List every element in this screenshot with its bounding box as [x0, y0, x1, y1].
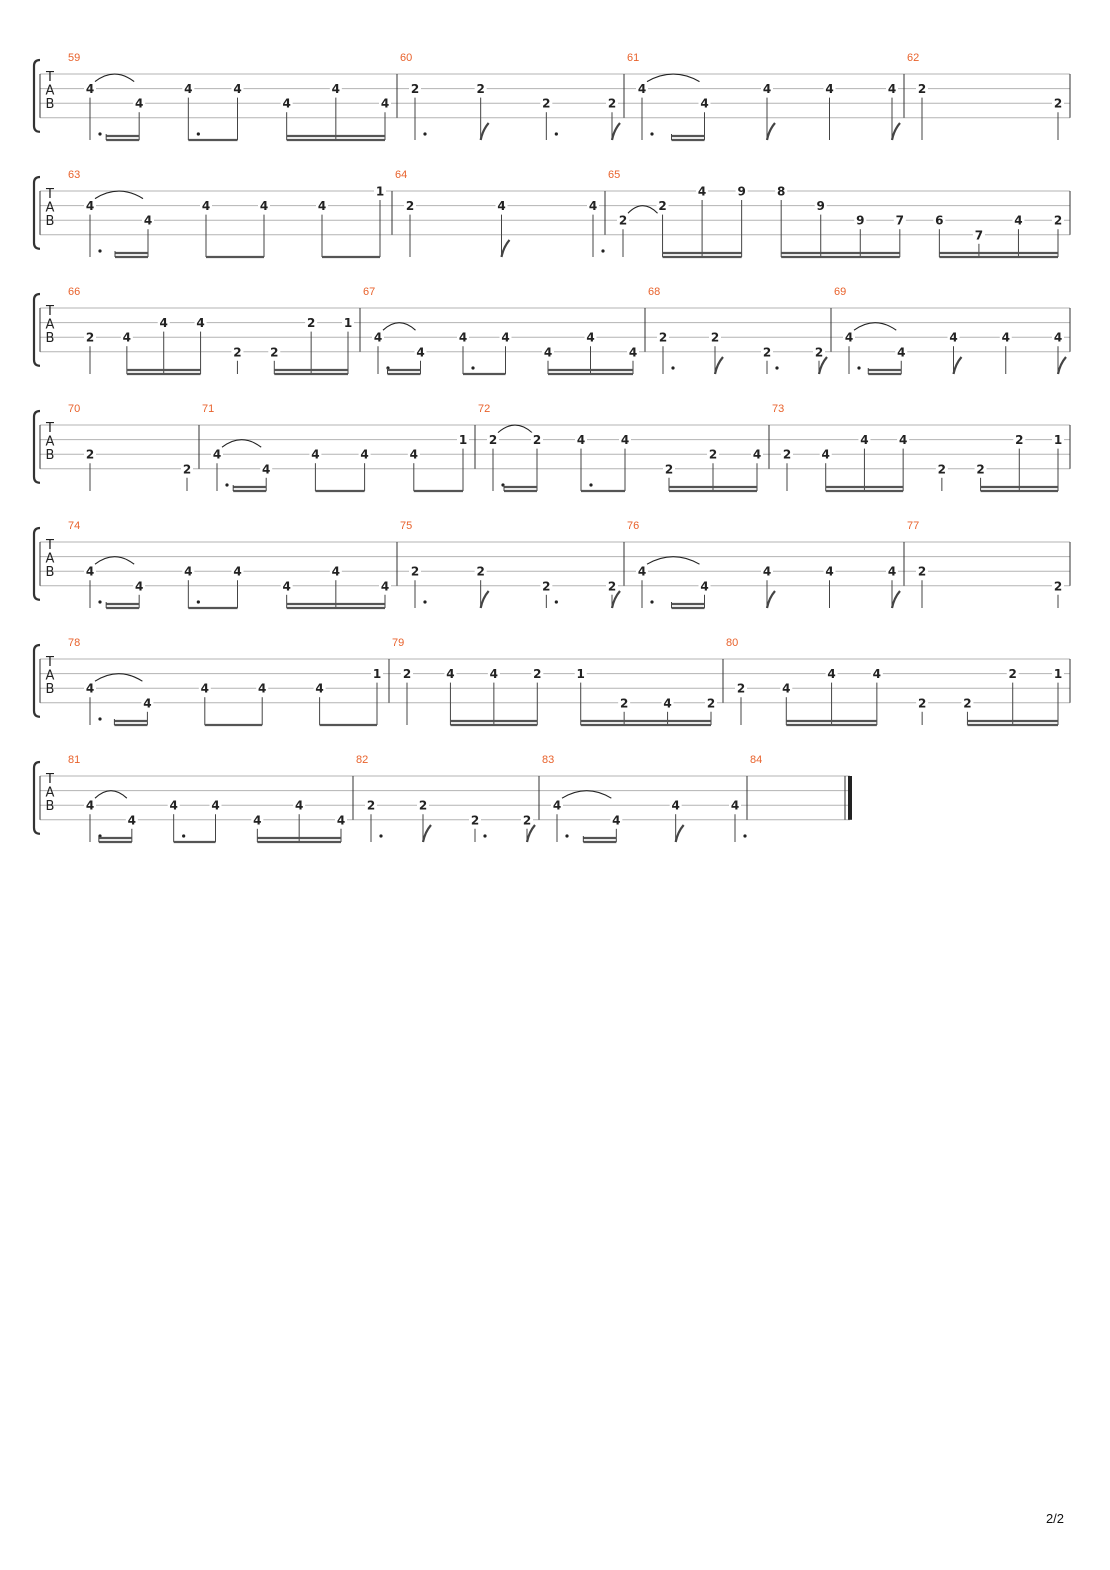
- fret-number: 4: [380, 96, 390, 111]
- eighth-flag: [481, 123, 489, 140]
- tab-clef-letter: A: [45, 83, 55, 99]
- fret-number: 2: [1053, 213, 1063, 228]
- fret-number: 4: [196, 316, 205, 331]
- fret-number: 2: [1053, 96, 1063, 111]
- eighth-flag: [481, 591, 489, 608]
- fret-number: 4: [409, 447, 418, 462]
- rhythm-dot: [601, 249, 604, 252]
- fret-number: 4: [315, 681, 324, 696]
- measure: [750, 754, 762, 766]
- fret-number: 4: [898, 433, 908, 448]
- measure: [68, 637, 383, 725]
- eighth-flag: [767, 591, 775, 608]
- tab-system: [34, 52, 1070, 140]
- fret-number: 2: [488, 433, 498, 448]
- fret-number: 4: [825, 564, 834, 579]
- system-bracket: [34, 411, 40, 483]
- measure: [627, 52, 900, 140]
- measure-number: 67: [363, 286, 376, 298]
- fret-number: 2: [619, 696, 629, 711]
- measure: [68, 520, 391, 608]
- fret-number: 2: [706, 696, 716, 711]
- measure: [478, 403, 763, 491]
- fret-number: 4: [752, 447, 762, 462]
- tab-clef-letter: A: [45, 200, 55, 216]
- rhythm-dot: [743, 834, 746, 837]
- measure-number: 84: [750, 754, 763, 766]
- measure-number: 60: [400, 52, 413, 64]
- tab-system: [34, 169, 1070, 257]
- fret-number: 4: [331, 564, 341, 579]
- eighth-flag: [715, 357, 723, 374]
- tab-system: [34, 403, 1070, 491]
- fret-number: 4: [416, 345, 425, 360]
- tie-arc: [383, 323, 416, 331]
- measure-number: 62: [907, 52, 920, 64]
- tie-arc: [95, 557, 134, 565]
- fret-number: 2: [710, 330, 720, 345]
- tab-clef-letter: B: [45, 682, 55, 697]
- tie-arc: [647, 557, 700, 565]
- fret-number: 4: [253, 813, 262, 828]
- measure-number: 78: [68, 637, 81, 649]
- fret-number: 4: [331, 82, 341, 97]
- measure-number: 63: [68, 169, 81, 181]
- measure-number: 79: [392, 637, 405, 649]
- eighth-flag: [767, 123, 775, 140]
- fret-number: 4: [233, 82, 242, 97]
- tab-clef-letter: B: [45, 448, 55, 463]
- measure-number: 75: [400, 520, 413, 532]
- fret-number: 4: [200, 681, 209, 696]
- measure: [363, 286, 639, 374]
- tie-arc: [498, 425, 532, 433]
- eighth-flag: [527, 825, 535, 842]
- fret-number: 4: [85, 681, 95, 696]
- tab-clef-letter: T: [46, 538, 54, 553]
- measure-number: 74: [68, 520, 81, 532]
- fret-number: 4: [211, 798, 220, 813]
- tie-arc: [95, 191, 143, 199]
- measure: [907, 520, 1064, 608]
- eighth-flag: [676, 825, 684, 842]
- fret-number: 2: [607, 579, 617, 594]
- fret-number: 4: [1053, 330, 1063, 345]
- rhythm-dot: [98, 249, 101, 252]
- measure-number: 73: [772, 403, 785, 415]
- fret-number: 4: [258, 681, 267, 696]
- fret-number: 4: [821, 447, 830, 462]
- fret-number: 2: [762, 345, 772, 360]
- measure-number: 72: [478, 403, 491, 415]
- tab-system: [34, 520, 1070, 608]
- fret-number: 2: [402, 667, 412, 682]
- measure-number: 80: [726, 637, 739, 649]
- fret-number: 4: [586, 330, 595, 345]
- tab-system: [34, 286, 1070, 374]
- fret-number: 8: [777, 184, 786, 199]
- fret-number: 1: [576, 667, 585, 682]
- fret-number: 4: [827, 667, 836, 682]
- eighth-flag: [892, 123, 900, 140]
- measure: [68, 754, 347, 842]
- fret-number: 2: [533, 667, 542, 682]
- tab-clef-letter: A: [45, 785, 55, 801]
- fret-number: 2: [532, 433, 542, 448]
- fret-number: 2: [405, 199, 415, 214]
- fret-number: 4: [458, 330, 468, 345]
- rhythm-dot: [857, 366, 860, 369]
- rhythm-dot: [98, 717, 101, 720]
- rhythm-dot: [225, 483, 228, 486]
- fret-number: 2: [418, 798, 428, 813]
- fret-number: 2: [542, 579, 551, 594]
- measure-number: 81: [68, 754, 81, 766]
- rhythm-dot: [423, 600, 426, 603]
- fret-number: 4: [782, 681, 791, 696]
- final-barline: [848, 776, 852, 820]
- fret-number: 2: [917, 696, 927, 711]
- measure-number: 68: [648, 286, 661, 298]
- tab-clef-letter: T: [46, 421, 54, 436]
- fret-number: 4: [127, 813, 137, 828]
- measure-number: 70: [68, 403, 81, 415]
- fret-number: 2: [658, 199, 667, 214]
- measure: [907, 52, 1064, 140]
- system-bracket: [34, 528, 40, 600]
- fret-number: 4: [1001, 330, 1010, 345]
- fret-number: 2: [664, 462, 674, 477]
- fret-number: 2: [963, 696, 972, 711]
- measure: [834, 286, 1066, 374]
- fret-number: 4: [825, 82, 834, 97]
- rhythm-dot: [565, 834, 568, 837]
- fret-number: 2: [476, 82, 485, 97]
- measure-number: 64: [395, 169, 408, 181]
- fret-number: 4: [282, 96, 291, 111]
- fret-number: 4: [543, 345, 553, 360]
- tab-clef-letter: B: [45, 565, 55, 580]
- rhythm-dot: [483, 834, 486, 837]
- rhythm-dot: [650, 132, 653, 135]
- fret-number: 1: [375, 184, 385, 199]
- eighth-flag: [502, 240, 510, 257]
- fret-number: 2: [917, 82, 927, 97]
- measure: [627, 520, 900, 608]
- fret-number: 4: [122, 330, 132, 345]
- fret-number: 4: [85, 199, 95, 214]
- fret-number: 4: [282, 579, 291, 594]
- tab-clef-letter: A: [45, 668, 55, 684]
- rhythm-dot: [98, 600, 101, 603]
- eighth-flag: [819, 357, 827, 374]
- fret-number: 2: [736, 681, 746, 696]
- measure: [392, 637, 717, 725]
- fret-number: 4: [85, 82, 95, 97]
- fret-number: 4: [360, 447, 369, 462]
- measure-number: 69: [834, 286, 847, 298]
- fret-number: 9: [816, 199, 825, 214]
- measure: [772, 403, 1064, 491]
- measure: [400, 52, 620, 140]
- tie-arc: [628, 206, 658, 214]
- rhythm-dot: [775, 366, 778, 369]
- measure-number: 82: [356, 754, 369, 766]
- fret-number: 4: [380, 579, 390, 594]
- fret-number: 4: [294, 798, 304, 813]
- measure: [726, 637, 1064, 725]
- fret-number: 2: [182, 462, 192, 477]
- fret-number: 4: [844, 330, 854, 345]
- measure: [608, 169, 1064, 257]
- fret-number: 2: [937, 462, 947, 477]
- tie-arc: [647, 74, 700, 82]
- system-bracket: [34, 177, 40, 249]
- tab-clef-letter: A: [45, 317, 55, 333]
- fret-number: 9: [856, 213, 865, 228]
- fret-number: 4: [233, 564, 242, 579]
- fret-number: 4: [887, 564, 897, 579]
- tab-clef-letter: T: [46, 187, 54, 202]
- measure-number: 71: [202, 403, 215, 415]
- fret-number: 4: [446, 667, 455, 682]
- fret-number: 1: [343, 316, 353, 331]
- fret-number: 7: [974, 228, 984, 243]
- fret-number: 4: [134, 96, 144, 111]
- tab-clef-letter: T: [46, 772, 54, 787]
- fret-number: 4: [552, 798, 562, 813]
- tie-arc: [95, 791, 127, 799]
- measure: [68, 286, 354, 374]
- fret-number: 4: [637, 564, 647, 579]
- fret-number: 4: [311, 447, 320, 462]
- fret-number: 4: [860, 433, 869, 448]
- rhythm-dot: [197, 600, 200, 603]
- rhythm-dot: [197, 132, 200, 135]
- eighth-flag: [892, 591, 900, 608]
- fret-number: 1: [458, 433, 468, 448]
- system-bracket: [34, 60, 40, 132]
- tab-system: [34, 637, 1070, 725]
- rhythm-dot: [98, 132, 101, 135]
- fret-number: 4: [134, 579, 144, 594]
- tab-clef-letter: A: [45, 434, 55, 450]
- fret-number: 2: [814, 345, 824, 360]
- measure-number: 59: [68, 52, 81, 64]
- measure: [356, 754, 535, 842]
- fret-number: 4: [169, 798, 178, 813]
- fret-number: 4: [85, 798, 95, 813]
- tab-clef-letter: T: [46, 70, 54, 85]
- fret-number: 9: [737, 184, 746, 199]
- measure: [68, 169, 386, 257]
- rhythm-dot: [182, 834, 185, 837]
- fret-number: 4: [671, 798, 680, 813]
- tab-clef-letter: B: [45, 214, 55, 229]
- fret-number: 2: [85, 447, 95, 462]
- rhythm-dot: [555, 132, 558, 135]
- fret-number: 2: [1053, 579, 1063, 594]
- fret-number: 4: [700, 579, 709, 594]
- tie-arc: [854, 323, 896, 331]
- fret-number: 4: [143, 696, 152, 711]
- fret-number: 4: [588, 199, 598, 214]
- tab-clef-letter: A: [45, 551, 55, 567]
- fret-number: 2: [410, 564, 420, 579]
- fret-number: 4: [159, 316, 168, 331]
- fret-number: 7: [895, 213, 904, 228]
- fret-number: 4: [336, 813, 346, 828]
- fret-number: 4: [259, 199, 269, 214]
- fret-number: 4: [576, 433, 586, 448]
- fret-number: 4: [762, 82, 772, 97]
- system-bracket: [34, 762, 40, 834]
- fret-number: 2: [85, 330, 95, 345]
- measure-number: 83: [542, 754, 555, 766]
- measure: [68, 52, 391, 140]
- fret-number: 4: [143, 213, 153, 228]
- fret-number: 4: [317, 199, 327, 214]
- fret-number: 1: [1053, 433, 1063, 448]
- fret-number: 2: [1015, 433, 1024, 448]
- rhythm-dot: [671, 366, 674, 369]
- fret-number: 4: [663, 696, 672, 711]
- fret-number: 2: [917, 564, 927, 579]
- measure-number: 66: [68, 286, 81, 298]
- rhythm-dot: [650, 600, 653, 603]
- fret-number: 4: [730, 798, 740, 813]
- fret-number: 2: [476, 564, 485, 579]
- fret-number: 4: [887, 82, 897, 97]
- fret-number: 2: [270, 345, 279, 360]
- tie-arc: [95, 74, 134, 82]
- measure: [400, 520, 620, 608]
- tie-arc: [95, 674, 142, 682]
- fret-number: 4: [489, 667, 499, 682]
- fret-number: 2: [470, 813, 480, 828]
- fret-number: 2: [618, 213, 628, 228]
- fret-number: 2: [708, 447, 718, 462]
- fret-number: 4: [262, 462, 271, 477]
- fret-number: 2: [522, 813, 532, 828]
- eighth-flag: [1058, 357, 1066, 374]
- fret-number: 4: [212, 447, 222, 462]
- tab-clef-letter: B: [45, 799, 55, 814]
- rhythm-dot: [589, 483, 592, 486]
- measure-number: 65: [608, 169, 621, 181]
- system-bracket: [34, 645, 40, 717]
- measure-number: 76: [627, 520, 640, 532]
- rhythm-dot: [471, 366, 474, 369]
- measure: [542, 754, 747, 842]
- fret-number: 2: [782, 447, 792, 462]
- system-bracket: [34, 294, 40, 366]
- eighth-flag: [423, 825, 431, 842]
- fret-number: 4: [1014, 213, 1023, 228]
- fret-number: 4: [620, 433, 630, 448]
- fret-number: 4: [637, 82, 647, 97]
- fret-number: 4: [872, 667, 882, 682]
- fret-number: 2: [1008, 667, 1017, 682]
- fret-number: 4: [762, 564, 772, 579]
- tie-arc: [562, 791, 611, 799]
- fret-number: 2: [658, 330, 668, 345]
- fret-number: 1: [372, 667, 382, 682]
- fret-number: 4: [628, 345, 638, 360]
- fret-number: 4: [184, 82, 193, 97]
- fret-number: 4: [697, 184, 707, 199]
- tab-clef-letter: B: [45, 331, 55, 346]
- eighth-flag: [954, 357, 962, 374]
- fret-number: 4: [201, 199, 211, 214]
- fret-number: 4: [373, 330, 383, 345]
- eighth-flag: [612, 123, 620, 140]
- fret-number: 6: [935, 213, 944, 228]
- measure: [648, 286, 827, 374]
- tab-clef-letter: B: [45, 97, 55, 112]
- tab-clef-letter: T: [46, 655, 54, 670]
- fret-number: 4: [501, 330, 510, 345]
- rhythm-dot: [379, 834, 382, 837]
- fret-number: 4: [949, 330, 958, 345]
- measure: [202, 403, 469, 491]
- eighth-flag: [612, 591, 620, 608]
- fret-number: 4: [700, 96, 709, 111]
- tab-system: [34, 754, 852, 842]
- page-number: 2/2: [1045, 1511, 1065, 1526]
- fret-number: 2: [366, 798, 376, 813]
- fret-number: 4: [612, 813, 621, 828]
- measure-number: 77: [907, 520, 920, 532]
- fret-number: 1: [1053, 667, 1063, 682]
- rhythm-dot: [423, 132, 426, 135]
- fret-number: 2: [410, 82, 420, 97]
- rhythm-dot: [555, 600, 558, 603]
- fret-number: 2: [306, 316, 316, 331]
- measure: [395, 169, 605, 257]
- tab-clef-letter: T: [46, 304, 54, 319]
- fret-number: 2: [976, 462, 985, 477]
- fret-number: 4: [85, 564, 95, 579]
- measure: [68, 403, 193, 491]
- tie-arc: [222, 440, 261, 448]
- fret-number: 2: [607, 96, 617, 111]
- fret-number: 4: [184, 564, 193, 579]
- fret-number: 4: [897, 345, 906, 360]
- fret-number: 4: [497, 199, 506, 214]
- measure-number: 61: [627, 52, 640, 64]
- fret-number: 2: [233, 345, 242, 360]
- fret-number: 2: [542, 96, 551, 111]
